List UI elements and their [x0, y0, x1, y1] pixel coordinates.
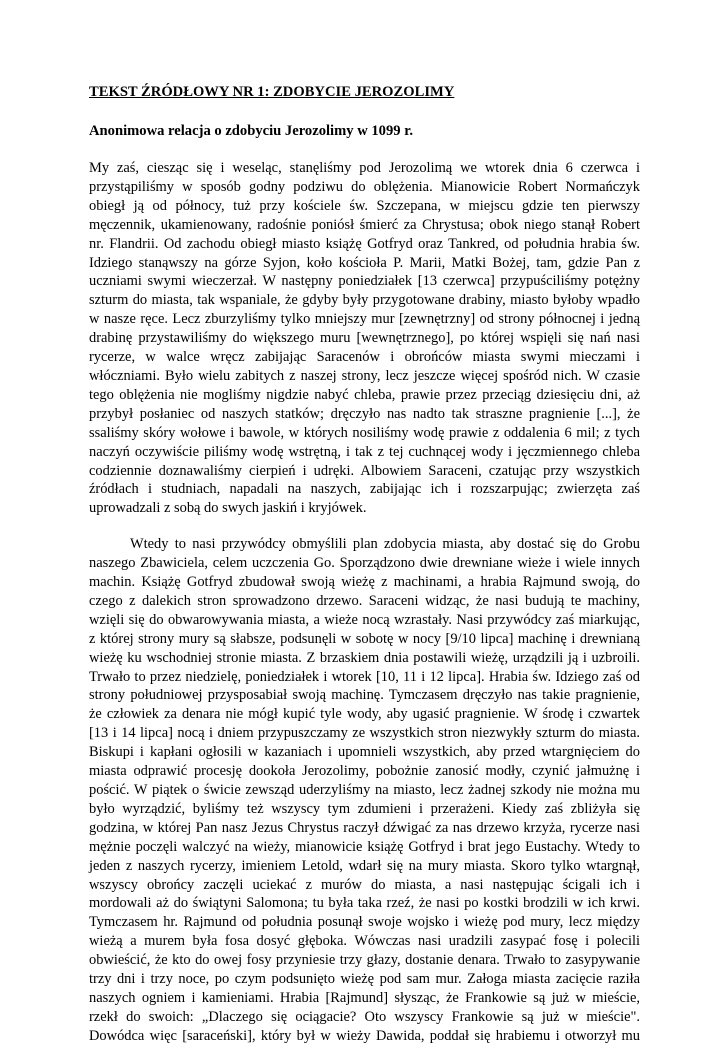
- paragraph-line: [13 i 14 lipca] nocą i dniem przypuszczamy ze wszystkich stron niezwykły szturm do miasta.: [89, 725, 640, 742]
- paragraph-line: Idziego stanąwszy na górze Syjon, koło kościoła P. Marii, Matki Bożej, tam, gdzie Pan z: [89, 254, 640, 271]
- paragraph-1: [89, 159, 640, 518]
- paragraph-line: godzina, w której Pan nasz Jezus Chrystus raczył dźwigać za nas drzewo krzyża, rycerze nasi: [89, 819, 640, 836]
- paragraph-line: obwieścić, że kto do owej fosy przyniesie trzy głazy, dostanie denara. Trwało to zasypywanie: [89, 952, 640, 969]
- paragraph-line: Wtedy to nasi przywódcy obmyślili plan zdobycia miasta, aby dostać się do Grobu: [130, 536, 640, 553]
- document-title: TEKST ŹRÓDŁOWY NR 1: ZDOBYCIE JEROZOLIMY: [89, 84, 455, 100]
- paragraph-line: naszych ogniem i kamieniami. Hrabia [Rajmund] słysząc, że Frankowie są już w mieście,: [89, 989, 640, 1006]
- paragraph-line: w nasze ręce. Lecz zburzyliśmy tylko mniejszy mur [zewnętrzny] od strony północnej i jedną: [89, 311, 640, 328]
- paragraph-line: pościć. W piątek o świcie zewsząd uderzyliśmy na miasto, lecz żadnej szkody nie można mu: [89, 782, 640, 798]
- document-page: [89, 82, 640, 1046]
- paragraph-line: czego z dalekich stron sprowadzono drzewo. Saraceni widząc, że nasi budują te machiny,: [89, 592, 640, 609]
- paragraph-line: naczyń oczywiście piliśmy wodę wstrętną, i tak z tej cuchnącej wody i jęczmiennego chleba: [89, 443, 640, 460]
- paragraph-line: było wyrządzić, byliśmy też wszyscy tym zdumieni i przerażeni. Kiedy zaś zbliżyła się: [89, 800, 640, 817]
- paragraph-line: My zaś, ciesząc się i weseląc, stanęliśmy pod Jerozolimą we wtorek dnia 6 czerwca i: [89, 160, 640, 176]
- paragraph-line: mordowali aż do świątyni Salomona; tu była taka rzeź, że nasi po kostki brodzili w ich krwi.: [89, 895, 640, 912]
- paragraph-line: trzy dni i trzy noce, po czym podsunięto wieżę pod sam mur. Załoga miasta zacięcie raziła: [89, 971, 640, 988]
- paragraph-line: szturm do miasta, tak wspaniale, że gdyby były przygotowane drabiny, miasto byłoby wpadło: [89, 292, 640, 309]
- paragraph-line: Dowódca więc [saraceński], który był w wieży Dawida, poddał się hrabiemu i otworzył mu: [89, 1027, 640, 1044]
- paragraph-line: Biskupi i kapłani ogłosili w kazaniach i upomnieli wszystkich, aby przed wtargnięciem do: [89, 744, 640, 761]
- paragraph-line: męczennik, ukamienowany, radośnie poniósł śmierć za Chrystusa; obok niego stanął Robert: [89, 216, 640, 233]
- paragraph-line: drabinę przystawiliśmy do większego muru [wewnętrznego], po której wspięli się nań nasi: [89, 330, 640, 347]
- paragraph-line: obiegł ją od północy, tuż przy kościele św. Szczepana, w miejscu gdzie ten pierwszy: [89, 197, 640, 214]
- paragraph-line: miasta odprawić procesję dookoła Jerozolimy, pobożnie zanosić modły, czynić jałmużnę i: [89, 763, 640, 780]
- paragraph-2: [89, 535, 640, 1045]
- paragraph-line: naszego Zbawiciela, celem uczczenia Go. Sporządzono dwie drewniane wieże i wiele innych: [89, 555, 640, 572]
- paragraph-line: Trwało to przez niedzielę, poniedziałek i wtorek [10, 11 i 12 lipca]. Hrabia św. Idziego zaś od: [89, 668, 640, 685]
- paragraph-line: włóczniami. Było wielu zabitych z naszej strony, lecz jeszcze więcej spośród nich. W czasie: [89, 367, 640, 384]
- paragraph-line: codziennie doznawaliśmy cierpień i udręki. Albowiem Saraceni, czatując przy wszystkich: [89, 462, 640, 479]
- paragraph-line: wzięli się do obwarowywania miasta, a wieże nocą wzrastały. Nasi przywódcy zaś miarkując,: [89, 611, 640, 628]
- document-subtitle: Anonimowa relacja o zdobyciu Jerozolimy w 1099 r.: [89, 123, 414, 139]
- paragraph-line: wszyscy obrońcy zaczęli uciekać z murów do miasta, a nasi następując ścigali ich i: [89, 876, 640, 893]
- paragraph-line: jeden z naszych rycerzy, imieniem Letold, wdarł się na mury miasta. Skoro tylko wtargnął,: [89, 857, 640, 874]
- paragraph-line: że człowiek za denara nie mógł kupić tyle wody, aby ugasić pragnienie. W środę i czwartek: [89, 706, 640, 723]
- paragraph-line: źródłach i studniach, napadali na naszych, zabijając ich i rozszarpując; zwierzęta zaś: [89, 481, 640, 498]
- paragraph-line: przybył posłaniec od naszych statków; dręczyło nas nadto tak straszne pragnienie [...], że: [89, 405, 640, 422]
- paragraph-line: wieżę ku wschodniej stronie miasta. Z brzaskiem dnia postawili wieżę, urządzili ją i uzbroili.: [89, 649, 640, 666]
- paragraph-line: tego oblężenia nie mogliśmy nigdzie nabyć chleba, prawie przez przeciąg dziesięciu dni, aż: [89, 386, 640, 403]
- paragraph-line: Tymczasem hr. Rajmund od południa posunął swoje wojsko i wieżę pod mury, lecz między: [89, 914, 640, 931]
- paragraph-line: przystąpiliśmy w sposób godny podziwu do oblężenia. Mianowicie Robert Normańczyk: [89, 178, 640, 195]
- paragraph-line: rycerze, w walce wręcz zabijając Saracenów i obrońców miasta swymi mieczami i: [89, 349, 640, 366]
- paragraph-line: ssaliśmy skóry wołowe i bawole, w których nosiliśmy wodę prawie z oddalenia 6 mil; z tych: [89, 424, 640, 441]
- paragraph-line: machin. Książę Gotfryd zbudował swoją wieżę z machinami, a hrabia Rajmund swoją, do: [89, 574, 640, 591]
- paragraph-line: mężnie poczęli walczyć na wieży, mianowicie książę Gotfryd i brat jego Eustachy. Wtedy to: [89, 838, 640, 855]
- paragraph-line: uczniami swymi wieczerzał. W następny poniedziałek [13 czerwca] przypuściliśmy potężny: [89, 273, 640, 290]
- paragraph-line: z której strony mury są słabsze, podsunęli w sobotę w nocy [9/10 lipca] machinę i drewnianą: [89, 630, 640, 647]
- paragraph-line: nr. Flandrii. Od zachodu obiegł miasto książę Gotfryd oraz Tankred, od południa hrabia św.: [89, 235, 640, 252]
- paragraph-line: strony południowej przysposabiał swoją machinę. Tymczasem dręczyło nas takie pragnienie,: [89, 687, 640, 704]
- paragraph-line: rzekł do swoich: „Dlaczego się ociągacie? Oto wszyscy Frankowie są już w mieście".: [89, 1008, 640, 1025]
- paragraph-line: uprowadzali z sobą do swych jaskiń i kryjówek.: [89, 500, 367, 517]
- paragraph-line: wieżą a murem była fosa dosyć głęboka. Wówczas nasi uradzili zasypać fosę i polecili: [89, 933, 640, 950]
